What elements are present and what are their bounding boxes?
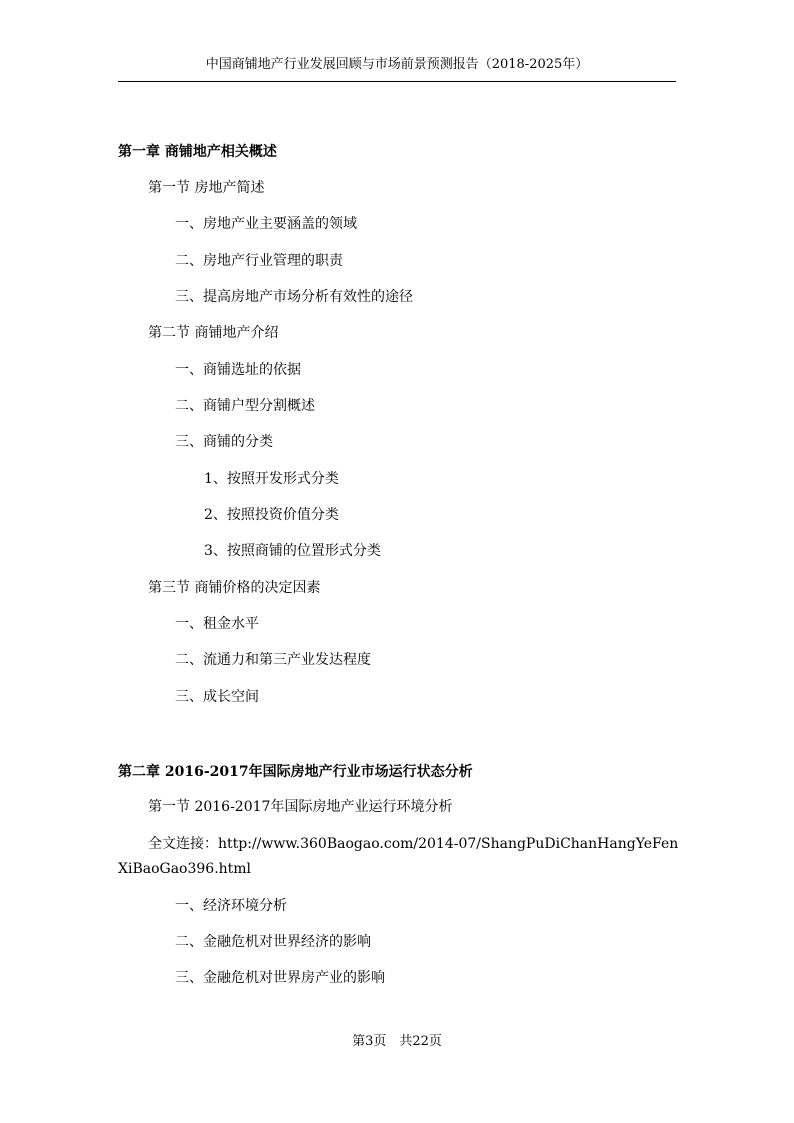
toc-subitem-1: 1、按照开发形式分类 [204, 471, 339, 487]
toc-subitem-2: 2、按照投资价值分类 [204, 507, 339, 523]
link-prefix: 全文连接： [148, 836, 218, 852]
toc-chapter-2: 第二章 2016-2017年国际房地产行业市场运行状态分析 [118, 764, 473, 780]
toc-item-1-3-1: 一、租金水平 [175, 616, 259, 632]
toc-section-1-3: 第三节 商铺价格的决定因素 [148, 580, 321, 596]
toc-item-1-3-3: 三、成长空间 [175, 689, 259, 705]
toc-item-2-1-1: 一、经济环境分析 [175, 898, 287, 914]
toc-section-1-2: 第二节 商铺地产介绍 [148, 325, 279, 341]
toc-item-2-1-3: 三、金融危机对世界房产业的影响 [175, 970, 385, 986]
toc-subitem-3: 3、按照商铺的位置形式分类 [204, 543, 381, 559]
toc-item-1-2-2: 二、商铺户型分割概述 [175, 398, 315, 414]
page-header-title: 中国商铺地产行业发展回顾与市场前景预测报告（2018-2025年） [205, 57, 589, 72]
page-number-footer: 第3页 共22页 [352, 1034, 442, 1049]
full-text-link-paragraph [118, 832, 681, 882]
toc-section-2-1: 第一节 2016-2017年国际房地产业运行环境分析 [148, 799, 453, 815]
toc-item-1-2-1: 一、商铺选址的依据 [175, 362, 301, 378]
header-divider [118, 81, 676, 82]
toc-item-1-2-3: 三、商铺的分类 [175, 434, 273, 450]
toc-item-2-1-2: 二、金融危机对世界经济的影响 [175, 934, 371, 950]
toc-item-1-1-1: 一、房地产业主要涵盖的领域 [175, 216, 357, 232]
toc-chapter-1: 第一章 商铺地产相关概述 [118, 144, 277, 160]
toc-item-1-1-3: 三、提高房地产市场分析有效性的途径 [175, 289, 413, 305]
toc-item-1-3-2: 二、流通力和第三产业发达程度 [175, 652, 371, 668]
full-text-link[interactable]: http://www.360Baogao.com/2014-07/ShangPuDiChanHangYeFenXiBaoGao396.html [118, 836, 679, 877]
toc-section-1-1: 第一节 房地产简述 [148, 180, 265, 196]
toc-item-1-1-2: 二、房地产行业管理的职责 [175, 253, 343, 269]
